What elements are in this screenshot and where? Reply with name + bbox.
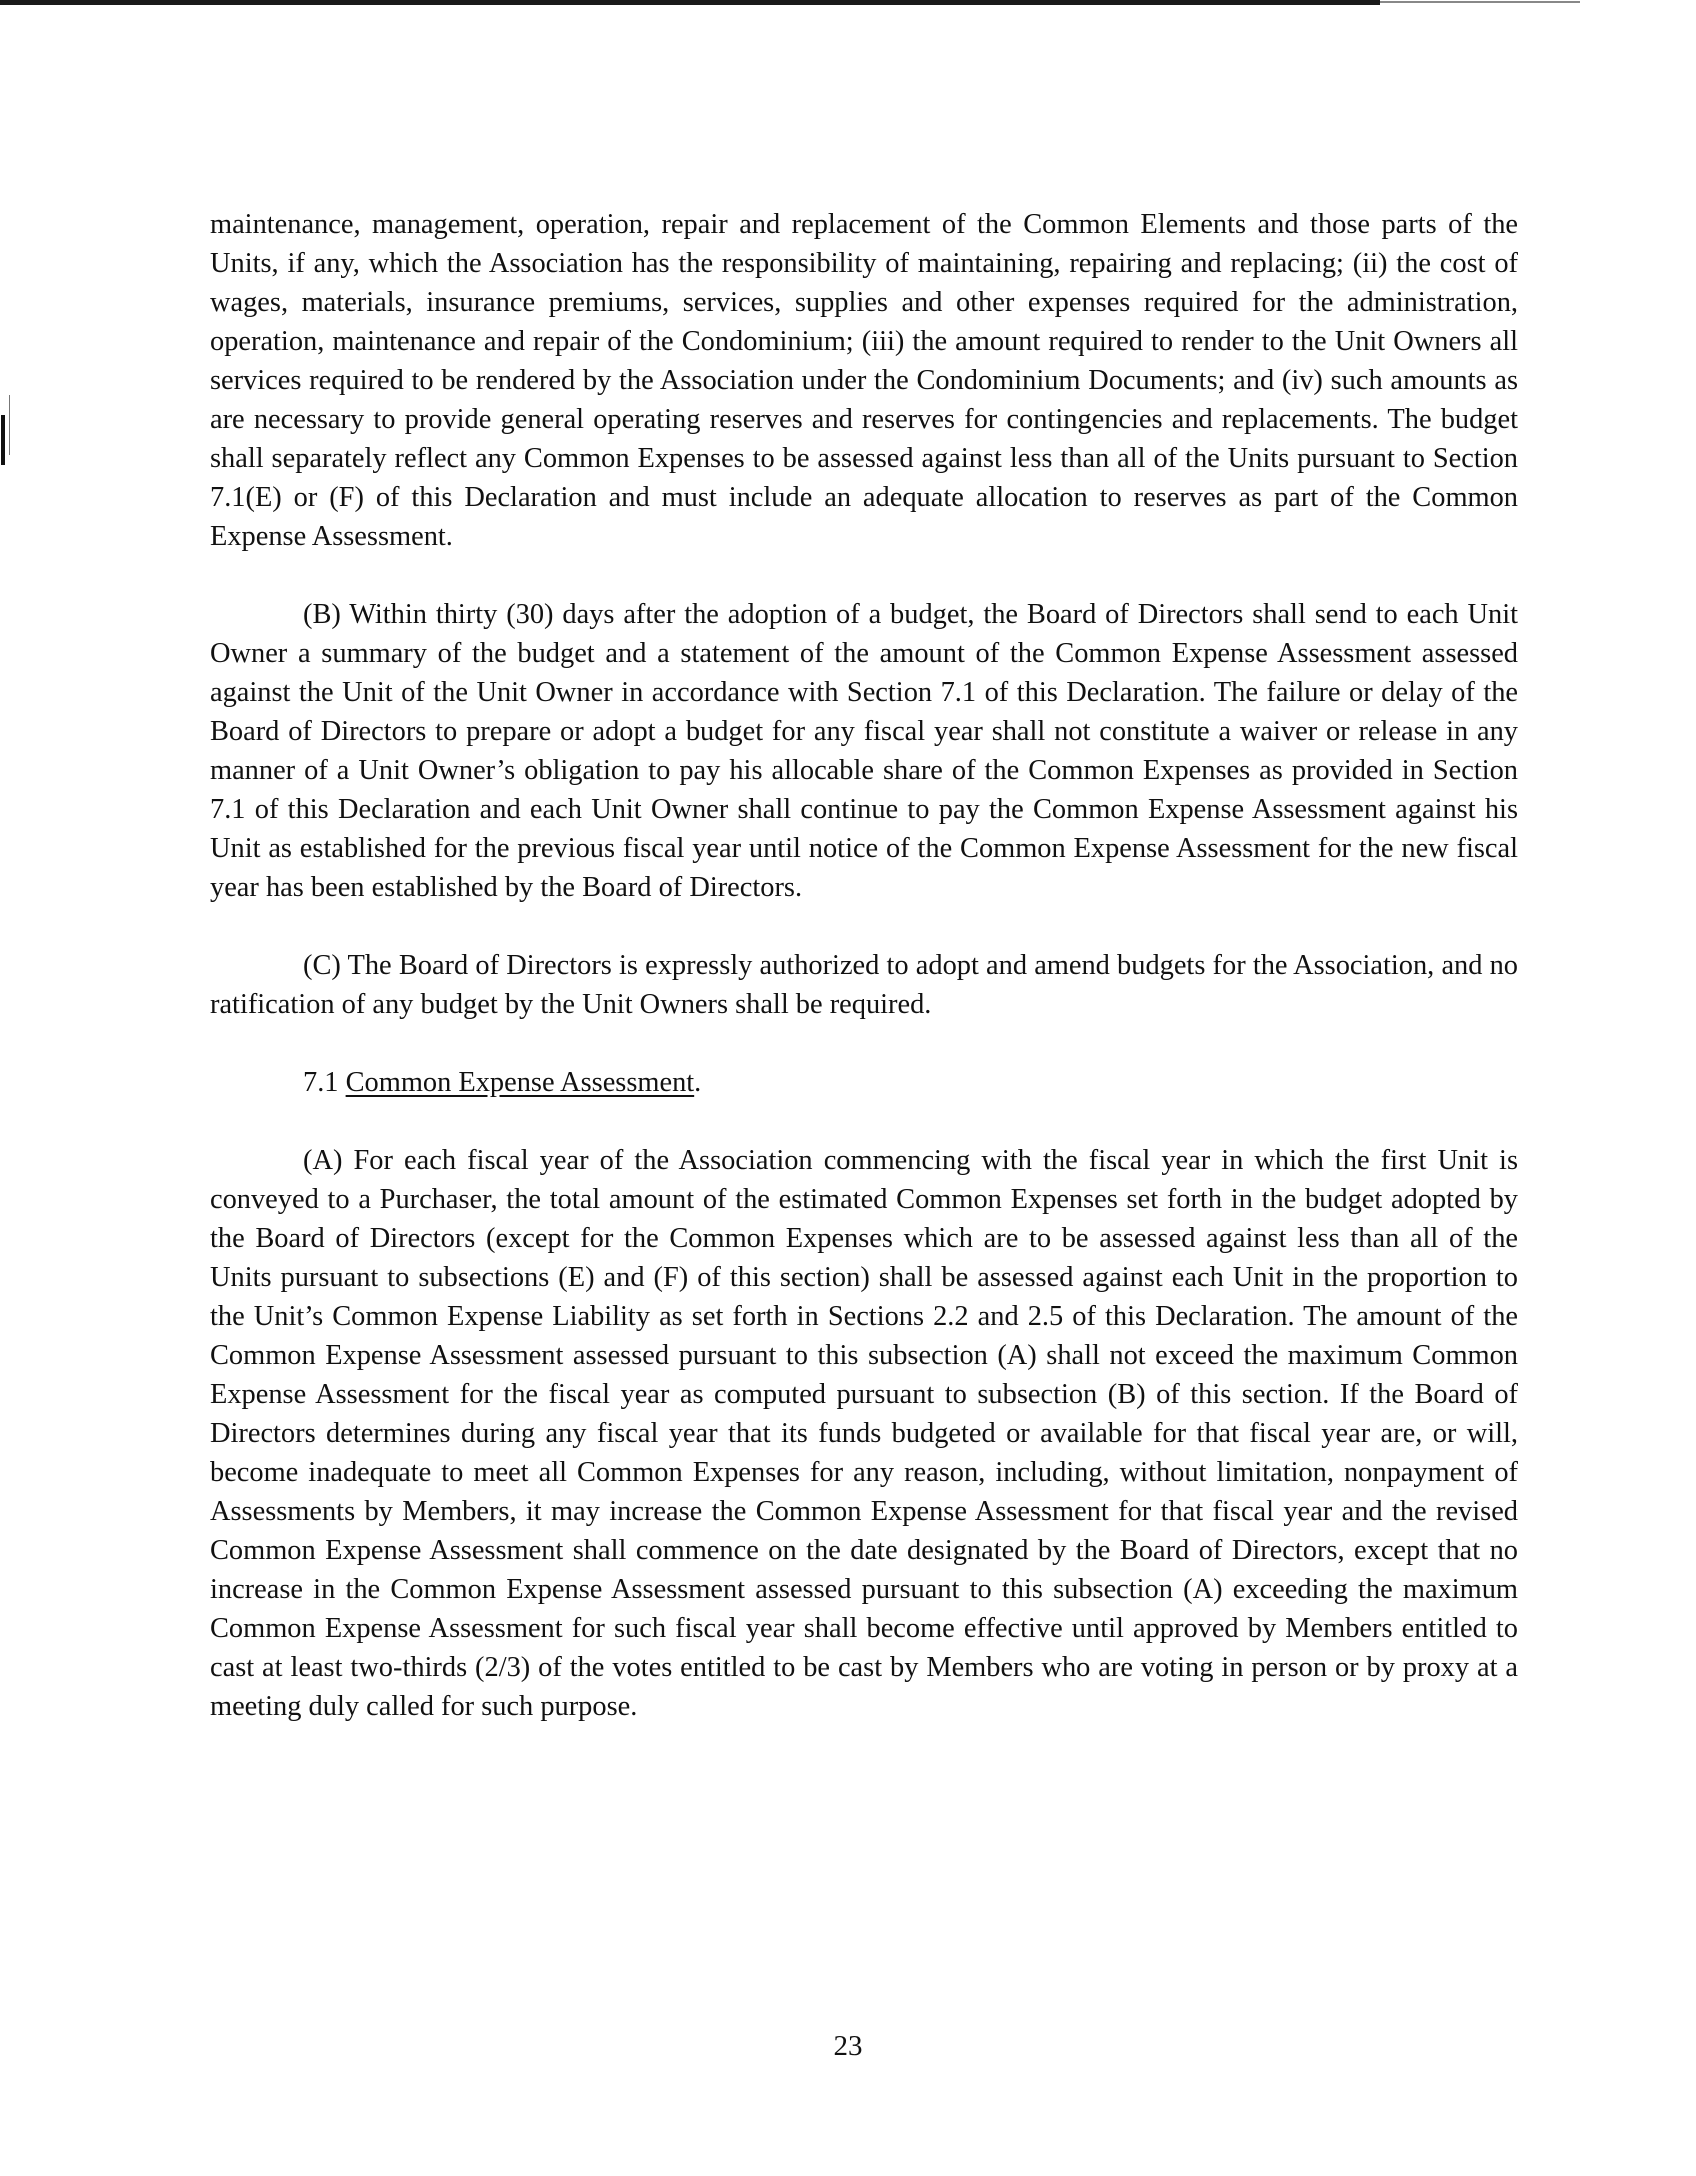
paragraph-c: (C) The Board of Directors is expressly authorized to adopt and amend budgets for the Association, and no ratification of any budget by the Unit Owners shall be required. (210, 950, 1518, 1020)
document-body (210, 205, 1518, 1765)
paragraph-a: (A) For each fiscal year of the Association commencing with the fiscal year in which the first Unit is conveyed to a Purchaser, the total amount of the estimated Common Expenses set forth in the budget adopted by the Board of Directors (except for the Common Expenses which are to be assessed against less than all of the Units pursuant to subsections (E) and (F) of this section) shall be assessed against each Unit in the proportion to the Unit’s Common Expense Liability as set forth in Sections 2.2 and 2.5 of this Declaration. The amount of the Common Expense Assessment assessed pursuant to this subsection (A) shall not exceed the maximum Common Expense Assessment for the fiscal year as computed pursuant to subsection (B) of this section. If the Board of Directors determines during any fiscal year that its funds budgeted or available for that fiscal year are, or will, become inadequate to meet all Common Expenses for any reason, including, without limitation, nonpayment of Assessments by Members, it may increase the Common Expense Assessment for that fiscal year and the revised Common Expense Assessment shall commence on the date designated by the Board of Directors, except that no increase in the Common Expense Assessment assessed pursuant to this subsection (A) exceeding the maximum Common Expense Assessment for such fiscal year shall become effective until approved by Members entitled to cast at least two-thirds (2/3) of the votes entitled to be cast by Members who are voting in person or by proxy at a meeting duly called for such purpose. (210, 1145, 1518, 1722)
scan-margin-mark (1, 415, 5, 465)
scan-margin-mark-thin (9, 395, 10, 455)
section-title-period: . (694, 1067, 702, 1098)
scan-edge-top-fade (1380, 1, 1580, 3)
paragraph-budget-continuation: maintenance, management, operation, repair and replacement of the Common Elements and those parts of the Units, if any, which the Association has the responsibility of maintaining, repairing and replacing; (ii) the cost of wages, materials, insurance premiums, services, supplies and other expenses required for the administration, operation, maintenance and repair of the Condominium; (iii) the amount required to render to the Unit Owners all services required to be rendered by the Association under the Condominium Documents; and (iv) such amounts as are necessary to provide general operating reserves and reserves for contingencies and replacements. The budget shall separately reflect any Common Expenses to be assessed against less than all of the Units pursuant to Section 7.1(E) or (F) of this Declaration and must include an adequate allocation to reserves as part of the Common Expense Assessment. (210, 209, 1518, 552)
page-number: 23 (833, 2030, 863, 2062)
section-number: 7.1 (303, 1067, 339, 1098)
section-title: Common Expense Assessment (345, 1067, 695, 1098)
section-heading (210, 1063, 1518, 1102)
paragraph-b: (B) Within thirty (30) days after the adoption of a budget, the Board of Directors shall send to each Unit Owner a summary of the budget and a statement of the amount of the Common Expense Assessment assessed against the Unit of the Unit Owner in accordance with Section 7.1 of this Declaration. The failure or delay of the Board of Directors to prepare or adopt a budget for any fiscal year shall not constitute a waiver or release in any manner of a Unit Owner’s obligation to pay his allocable share of the Common Expenses as provided in Section 7.1 of this Declaration and each Unit Owner shall continue to pay the Common Expense Assessment against his Unit as established for the previous fiscal year until notice of the Common Expense Assessment for the new fiscal year has been established by the Board of Directors. (210, 599, 1518, 903)
scan-edge-top (0, 0, 1380, 5)
